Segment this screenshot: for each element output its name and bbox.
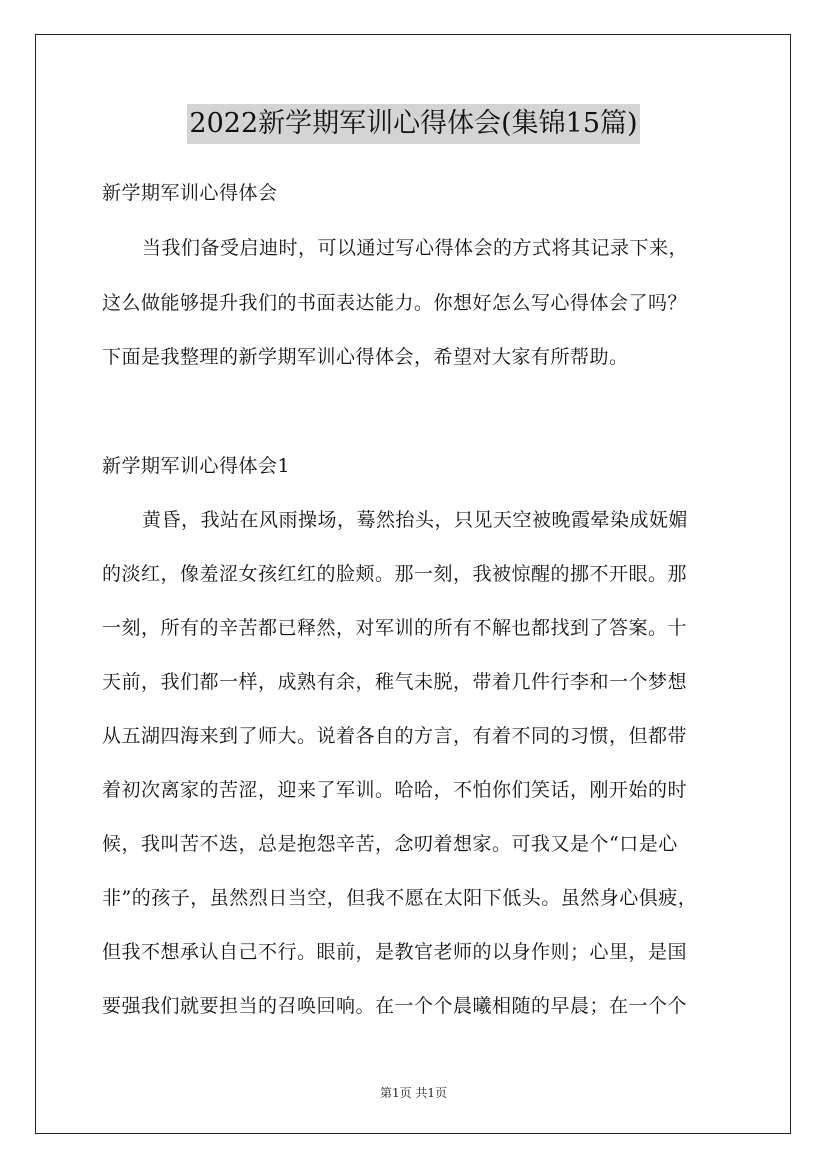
body-line: 的淡红，像羞涩女孩红红的脸颊。那一刻，我被惊醒的挪不开眼。那 <box>102 563 688 585</box>
intro-line: 下面是我整理的新学期军训心得体会，希望对大家有所帮助。 <box>102 346 629 368</box>
intro-line: 这么做能够提升我们的书面表达能力。你想好怎么写心得体会了吗？ <box>102 292 688 314</box>
body-line: 但我不想承认自己不行。眼前，是教官老师的以身作则；心里，是国 <box>102 941 688 963</box>
body-line: 天前，我们都一样，成熟有余，稚气未脱，带着几件行李和一个梦想 <box>102 671 688 693</box>
body-line: 非”的孩子，虽然烈日当空，但我不愿在太阳下低头。虽然身心俱疲， <box>102 887 698 909</box>
body-line: 着初次离家的苦涩，迎来了军训。哈哈，不怕你们笑话，刚开始的时 <box>102 779 688 801</box>
intro-line: 当我们备受启迪时，可以通过写心得体会的方式将其记录下来， <box>142 237 689 259</box>
document-title: 2022新学期军训心得体会(集锦15篇) <box>187 104 639 144</box>
body-line: 一刻，所有的辛苦都已释然，对军训的所有不解也都找到了答案。十 <box>102 617 688 639</box>
subtitle: 新学期军训心得体会 <box>102 182 278 204</box>
body-line: 要强我们就要担当的召唤回响。在一个个晨曦相随的早晨；在一个个 <box>102 995 688 1017</box>
page-footer: 第1页 共1页 <box>379 1086 448 1100</box>
body-line: 候，我叫苦不迭，总是抱怨辛苦，念叨着想家。可我又是个“口是心 <box>102 833 678 855</box>
title-container <box>0 104 827 144</box>
section-heading: 新学期军训心得体会1 <box>102 455 291 477</box>
body-line: 从五湖四海来到了师大。说着各自的方言，有着不同的习惯，但都带 <box>102 725 688 747</box>
body-line: 黄昏，我站在风雨操场，蓦然抬头，只见天空被晚霞晕染成妩媚 <box>142 509 689 531</box>
